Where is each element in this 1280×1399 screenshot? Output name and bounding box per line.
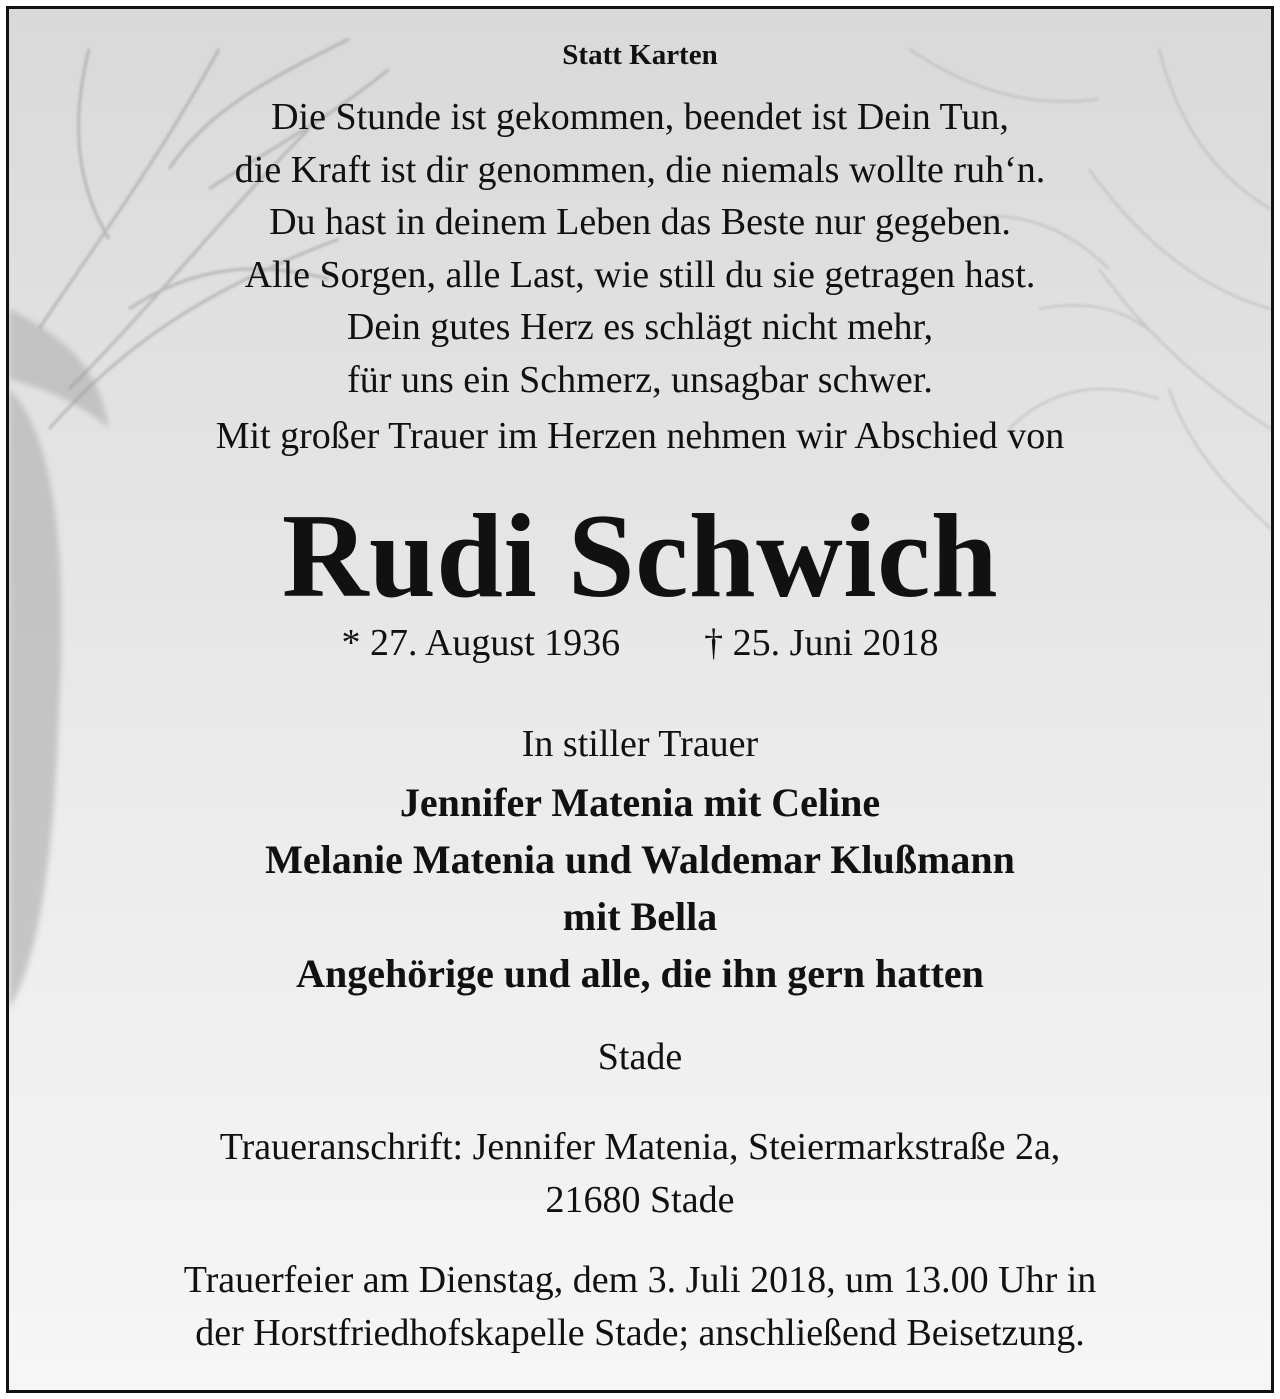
deceased-name: Rudi Schwich [281, 489, 999, 622]
intro-text: Mit großer Trauer im Herzen nehmen wir Abschied von [215, 415, 1065, 457]
city: Stade [597, 1036, 683, 1078]
poem-line: Du hast in deinem Leben das Beste nur gegeben. [269, 201, 1011, 243]
poem-line: Alle Sorgen, alle Last, wie still du sie getragen hast. [244, 253, 1036, 296]
mourner-line: Angehörige und alle, die ihn gern hatten [296, 951, 984, 996]
poem-line: die Kraft ist dir genommen, die niemals wollte ruh‘n. [234, 148, 1046, 191]
mourning-address [9, 1121, 1271, 1227]
mourner-line: mit Bella [562, 894, 718, 939]
mourners-list [9, 774, 1271, 1002]
poem-line: für uns ein Schmerz, unsagbar schwer. [347, 358, 933, 401]
poem-line: Die Stunde ist gekommen, beendet ist Dein Tun, [271, 96, 1009, 138]
address-line: 21680 Stade [545, 1179, 735, 1221]
poem-line: Dein gutes Herz es schlägt nicht mehr, [346, 306, 934, 348]
obituary-notice [6, 6, 1274, 1393]
mourning-heading: In stiller Trauer [521, 723, 759, 765]
address-line: Traueranschrift: Jennifer Matenia, Steiermarkstraße 2a, [219, 1126, 1061, 1168]
statt-karten-heading: Statt Karten [562, 39, 718, 71]
poem [9, 91, 1271, 406]
mourner-line: Jennifer Matenia mit Celine [399, 780, 881, 825]
birth-date: * 27. August 1936 [341, 622, 621, 664]
ceremony-line: der Horstfriedhofskapelle Stade; anschließend Beisetzung. [195, 1312, 1085, 1354]
life-dates [9, 621, 1271, 665]
ceremony-info [9, 1254, 1271, 1360]
notice-content [9, 9, 1271, 1390]
death-date: † 25. Juni 2018 [704, 622, 939, 664]
mourner-line: Melanie Matenia und Waldemar Klußmann [265, 837, 1015, 882]
ceremony-line: Trauerfeier am Dienstag, dem 3. Juli 2018, um 13.00 Uhr in [183, 1259, 1097, 1301]
